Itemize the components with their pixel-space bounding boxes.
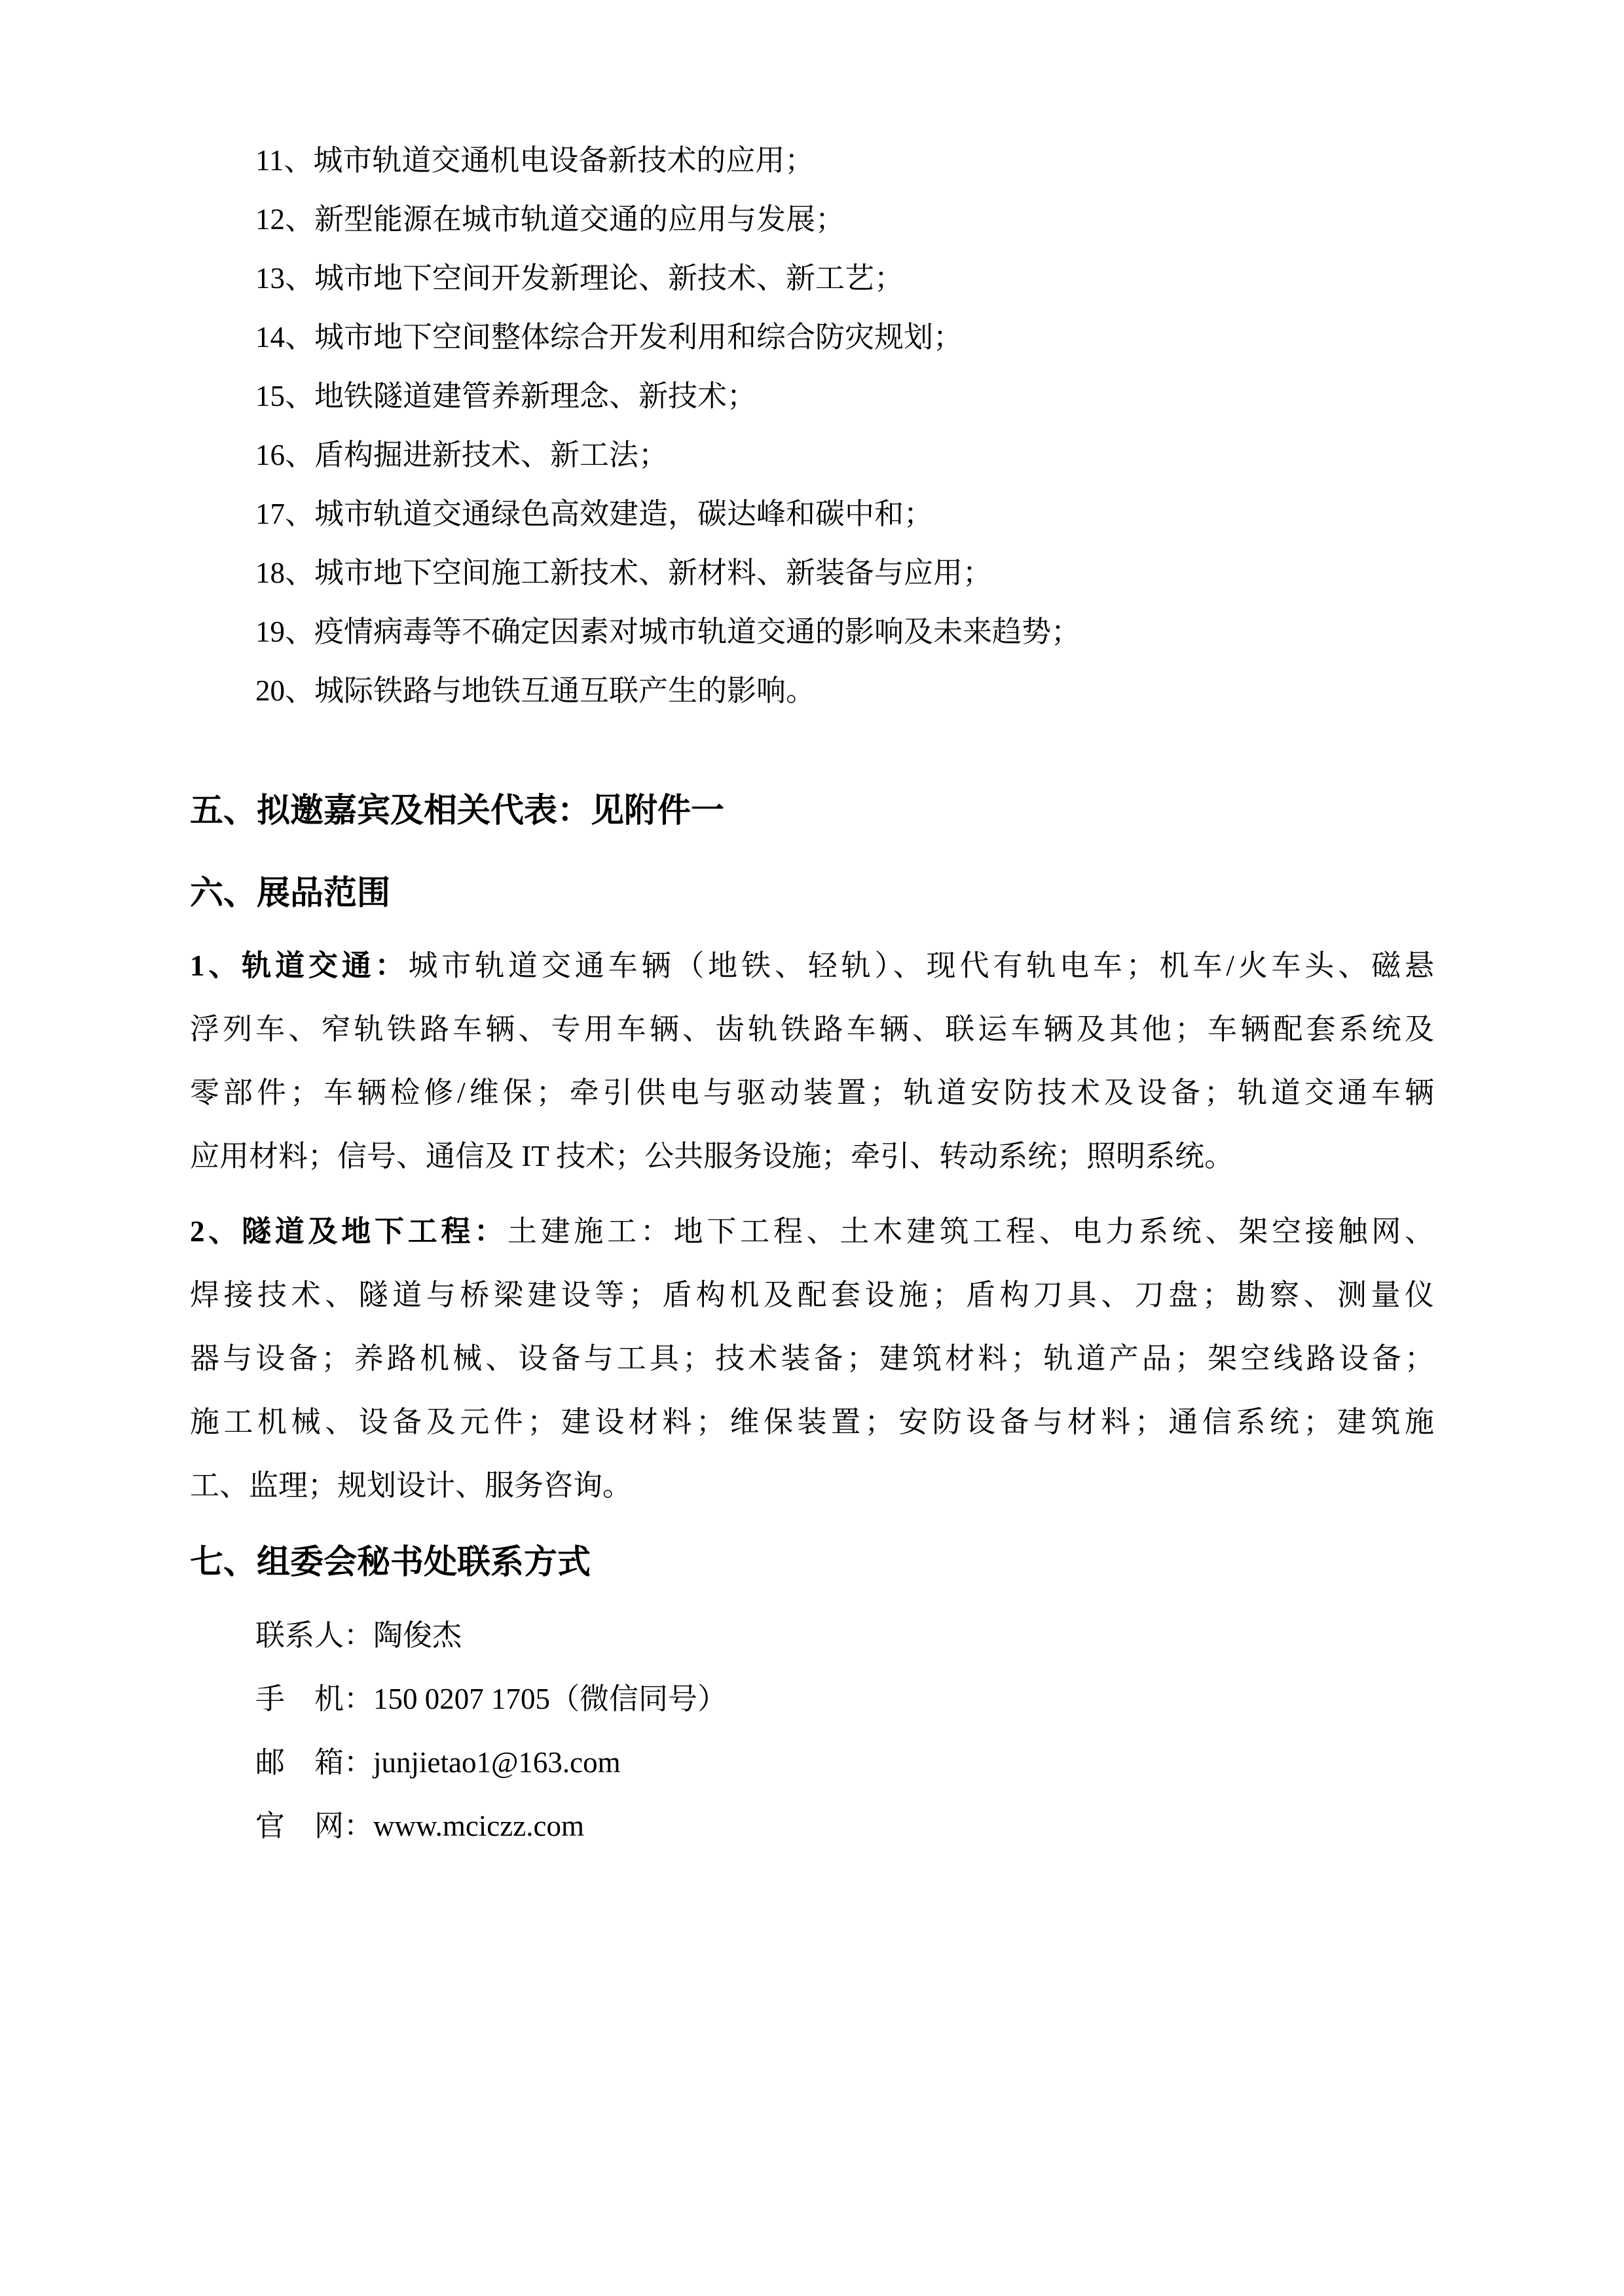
paragraph-line: 浮列车、窄轨铁路车辆、专用车辆、齿轨铁路车辆、联运车辆及其他；车辆配套系统及 [190, 1013, 1434, 1046]
contact-website-line: 官 网：www.mciczz.com [255, 1810, 584, 1842]
topic-item-20: 20、城际铁路与地铁互通互联产生的影响。 [255, 674, 816, 707]
topic-list [190, 0, 1434, 720]
topic-item-13: 13、城市地下空间开发新理论、新技术、新工艺； [255, 262, 904, 295]
paragraph-line: 焊接技术、隧道与桥梁建设等；盾构机及配套设施；盾构刀具、刀盘；勘察、测量仪 [190, 1279, 1434, 1311]
paragraph-line-text: 土建施工：地下工程、土木建筑工程、电力系统、架空接触网、 [507, 1215, 1434, 1248]
paragraph-bold-lead: 2、隧道及地下工程： [190, 1215, 507, 1248]
topic-item-17: 17、城市轨道交通绿色高效建造，碳达峰和碳中和； [255, 498, 934, 530]
paragraph-line [190, 934, 1434, 998]
contact-person-line: 联系人：陶俊杰 [255, 1619, 462, 1652]
paragraph-bold-lead: 1、轨道交通： [190, 949, 409, 982]
paragraph-line-text: 城市轨道交通车辆（地铁、轻轨）、现代有轨电车；机车/火车头、磁悬 [408, 949, 1434, 982]
topic-item-11: 11、城市轨道交通机电设备新技术的应用； [255, 144, 815, 177]
paragraph-line [190, 1200, 1434, 1264]
section-heading-exhibits: 六、展品范围 [190, 875, 391, 912]
paragraph-line: 器与设备；养路机械、设备与工具；技术装备；建筑材料；轨道产品；架空线路设备； [190, 1342, 1434, 1375]
topic-item-16: 16、盾构掘进新技术、新工法； [255, 439, 669, 471]
contact-email-line: 邮 箱：junjietao1@163.com [255, 1746, 621, 1779]
topic-item-18: 18、城市地下空间施工新技术、新材料、新装备与应用； [255, 556, 993, 589]
exhibit-paragraph-tunnel-underground [190, 1200, 1434, 1518]
topic-item-12: 12、新型能源在城市轨道交通的应用与发展； [255, 203, 845, 236]
contact-phone-line: 手 机：150 0207 1705（微信同号） [255, 1683, 728, 1715]
paragraph-line: 零部件；车辆检修/维保；牵引供电与驱动装置；轨道安防技术及设备；轨道交通车辆 [190, 1076, 1434, 1109]
paragraph-line: 应用材料；信号、通信及 IT 技术；公共服务设施；牵引、转动系统；照明系统。 [190, 1140, 1234, 1173]
topic-item-14: 14、城市地下空间整体综合开发利用和综合防灾规划； [255, 321, 963, 354]
topic-item-19: 19、疫情病毒等不确定因素对城市轨道交通的影响及未来趋势； [255, 615, 1081, 648]
section-heading-contact: 七、组委会秘书处联系方式 [190, 1544, 591, 1581]
paragraph-line: 施工机械、设备及元件；建设材料；维保装置；安防设备与材料；通信系统；建筑施 [190, 1406, 1434, 1438]
contact-block [190, 1604, 1434, 1858]
paragraph-line: 工、监理；规划设计、服务咨询。 [190, 1469, 633, 1502]
section-heading-guests: 五、拟邀嘉宾及相关代表：见附件一 [190, 793, 725, 829]
exhibit-paragraph-rail-transit [190, 934, 1434, 1188]
topic-item-15: 15、地铁隧道建管养新理念、新技术； [255, 380, 757, 412]
document-content [190, 0, 1434, 1858]
